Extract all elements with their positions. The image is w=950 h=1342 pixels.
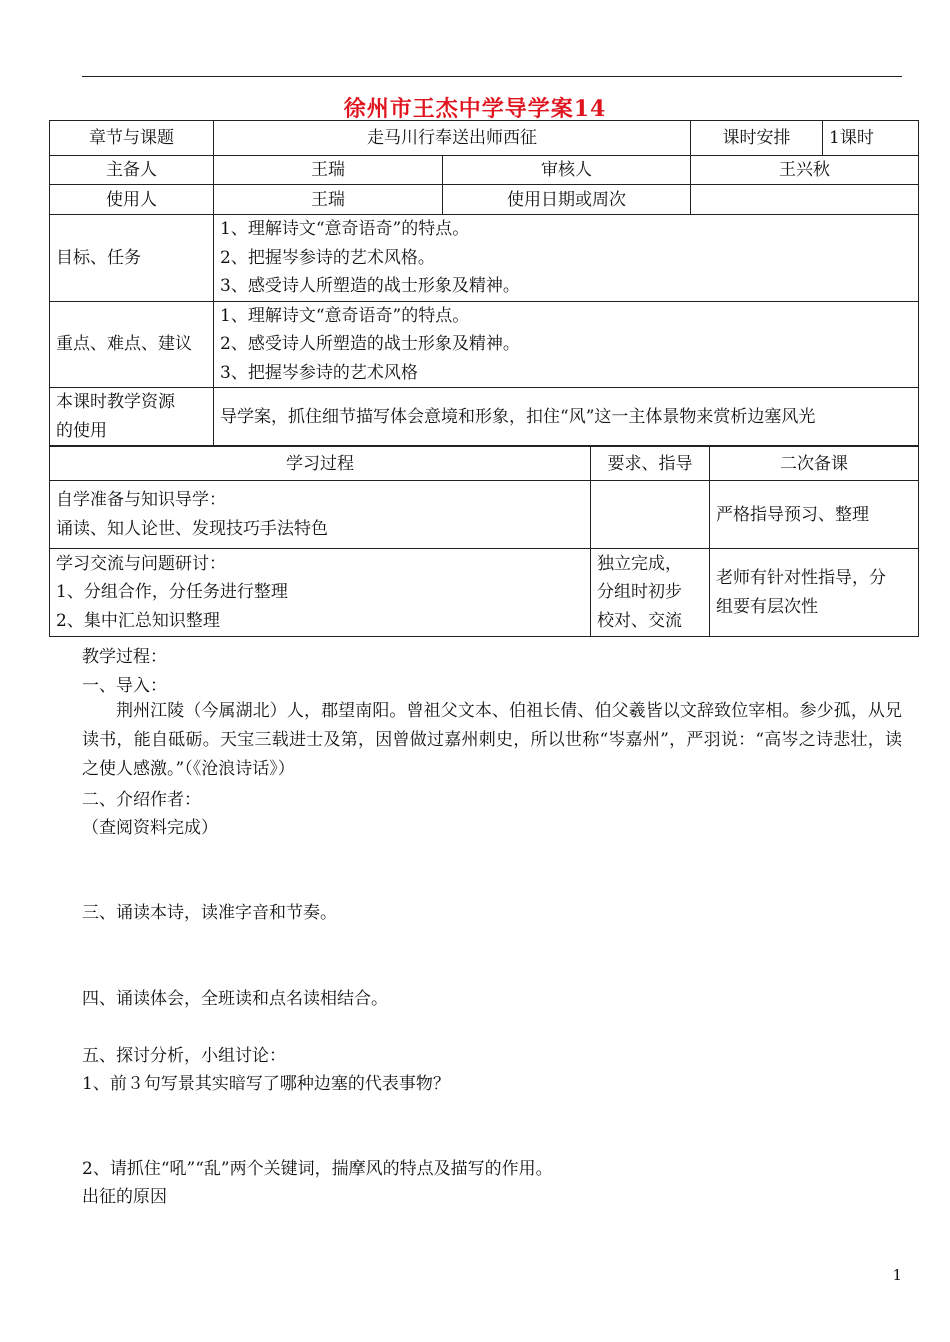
guidance-line: 分组时初步 <box>597 582 682 603</box>
section-discussion-heading: 五、探讨分析，小组讨论： <box>82 1046 286 1066</box>
page-title: 徐州市王杰中学导学案14 <box>343 96 607 122</box>
col-header-process: 学习过程 <box>50 447 591 481</box>
resource-label <box>50 388 214 446</box>
reviewer-label: 审核人 <box>443 156 691 185</box>
guidance-cell <box>591 481 710 549</box>
col-header-second-prep: 二次备课 <box>710 447 919 481</box>
process-heading: 教学过程： <box>82 647 167 667</box>
user-value: 王瑞 <box>214 185 443 215</box>
focus-label: 重点、难点、建议 <box>50 301 214 388</box>
goal-item: 2、把握岑参诗的艺术风格。 <box>220 247 435 268</box>
header-rule <box>82 76 902 77</box>
focus-item: 1、理解诗文“意奇语奇”的特点。 <box>220 305 470 326</box>
resource-value: 导学案，抓住细节描写体会意境和形象，扣住“风”这一主体景物来赏析边塞风光 <box>214 388 919 446</box>
preparer-label: 主备人 <box>50 156 214 185</box>
page-number: 1 <box>892 1266 902 1284</box>
second-prep-cell: 严格指导预习、整理 <box>710 481 919 549</box>
process-cell <box>50 481 591 549</box>
process-line: 1、分组合作，分任务进行整理 <box>56 582 288 603</box>
col-header-guidance: 要求、指导 <box>591 447 710 481</box>
chapter-label: 章节与课题 <box>50 121 214 156</box>
question-1: 1、前３句写景其实暗写了哪种边塞的代表事物？ <box>82 1074 450 1094</box>
guidance-line: 校对、交流 <box>597 610 682 631</box>
process-cell <box>50 549 591 637</box>
date-value <box>691 185 919 215</box>
preparer-value: 王瑞 <box>214 156 443 185</box>
section-intro-heading: 一、导入： <box>82 676 167 696</box>
second-prep-cell <box>710 549 919 637</box>
section-recite-heading: 三、诵读本诗，读准字音和节奏。 <box>82 903 337 923</box>
process-line: 学习交流与问题研讨： <box>56 553 226 574</box>
second-prep-line: 组要有层次性 <box>716 596 818 617</box>
goal-item: 1、理解诗文“意奇语奇”的特点。 <box>220 219 470 239</box>
reviewer-value: 王兴秋 <box>691 156 919 185</box>
second-prep-line: 老师有针对性指导，分 <box>716 568 886 588</box>
focus-item: 2、感受诗人所塑造的战士形象及精神。 <box>220 334 520 354</box>
question-2: 2、请抓住“吼”“乱”两个关键词，揣摩风的特点及描写的作用。 <box>82 1159 553 1179</box>
goals-list <box>214 215 919 302</box>
hours-value: 1课时 <box>823 121 919 156</box>
focus-list <box>214 301 919 388</box>
date-label: 使用日期或周次 <box>443 185 691 215</box>
user-label: 使用人 <box>50 185 214 215</box>
section-author-heading: 二、介绍作者： <box>82 790 201 810</box>
author-note: （查阅资料完成） <box>82 818 218 838</box>
guidance-line: 独立完成， <box>597 553 682 574</box>
intro-paragraph: 荆州江陵（今属湖北）人，郡望南阳。曾祖父文本、伯祖长倩、伯父羲皆以文辞致位宰相。参少孤，从兄读书，能自砥砺。天宝三载进士及第，因曾做过嘉州刺史，所以世称“岑嘉州”，严羽说：“高岑之诗悲壮，读之使人感激。”（《沧浪诗话》） <box>82 701 902 779</box>
process-line: 自学准备与知识导学： <box>56 490 226 510</box>
guidance-cell <box>591 549 710 637</box>
process-line: 诵读、知人论世、发现技巧手法特色 <box>56 518 328 539</box>
chapter-value: 走马川行奉送出师西征 <box>214 121 691 156</box>
section-experience-heading: 四、诵读体会，全班读和点名读相结合。 <box>82 989 388 1009</box>
process-table <box>49 446 919 637</box>
goals-label: 目标、任务 <box>50 215 214 302</box>
process-line: 2、集中汇总知识整理 <box>56 610 220 631</box>
hours-label: 课时安排 <box>691 121 823 156</box>
focus-item: 3、把握岑参诗的艺术风格 <box>220 362 418 383</box>
resource-label-line: 本课时教学资源 <box>56 392 175 412</box>
info-table <box>49 120 919 446</box>
goal-item: 3、感受诗人所塑造的战士形象及精神。 <box>220 276 520 296</box>
resource-label-line: 的使用 <box>56 420 107 441</box>
question-2-note: 出征的原因 <box>82 1187 167 1207</box>
